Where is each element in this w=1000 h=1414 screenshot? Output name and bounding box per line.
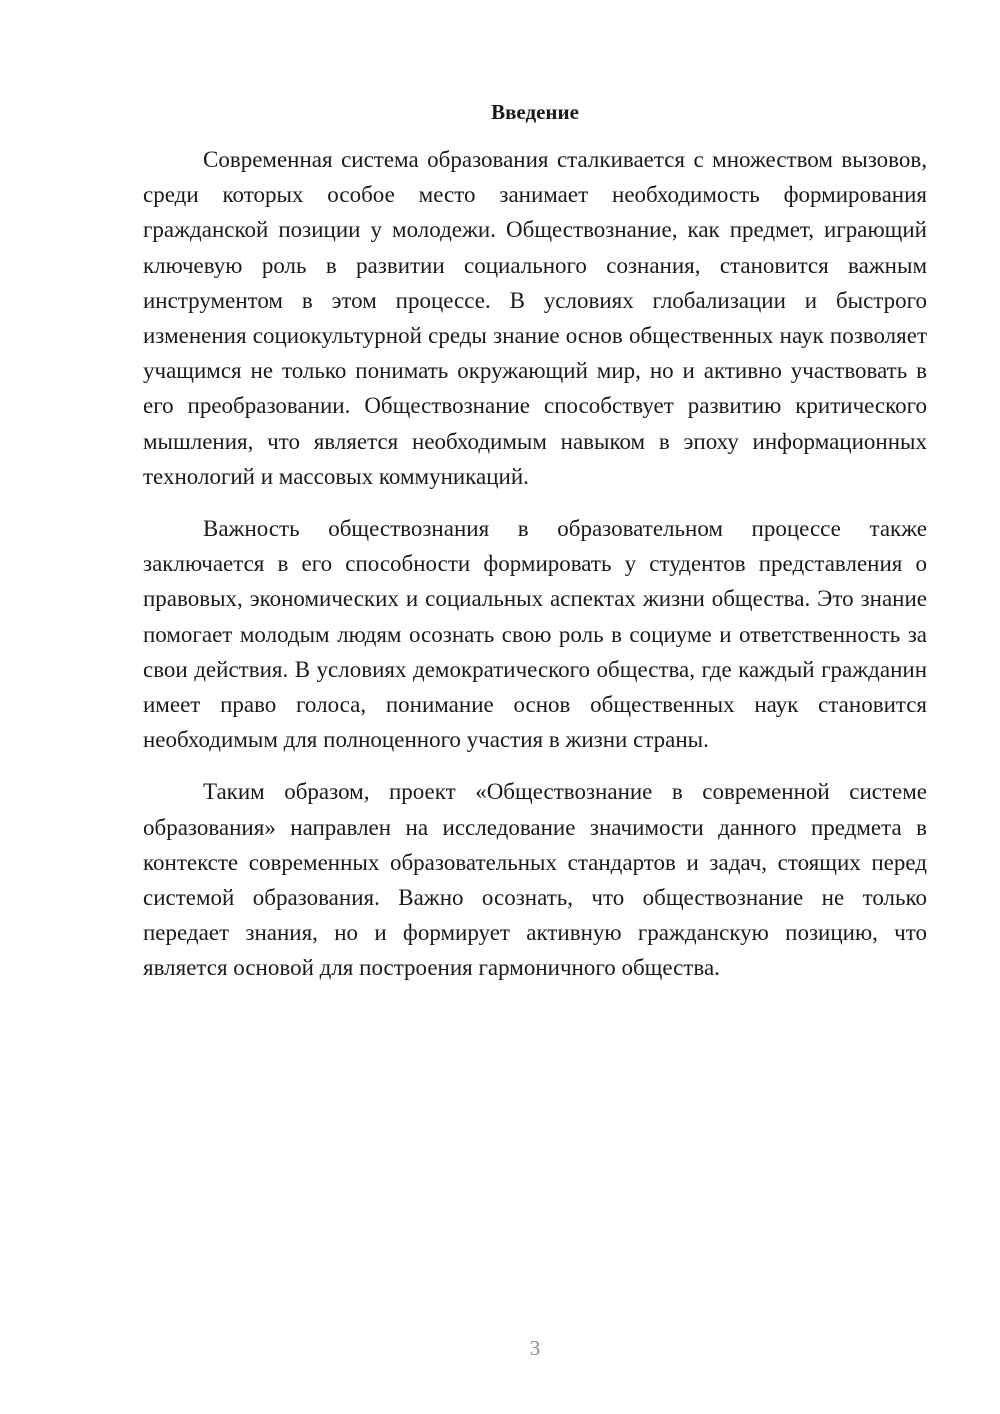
paragraph-3: Таким образом, проект «Обществознание в современной системе образования» направлен на исследование значимости данного предмета в контексте современных образовательных стандартов и задач, стоящих перед системой образования. Важно осознать, что обществознание не только передает знания, но и формирует активную гражданскую позицию, что является основой для построения гармоничного общества.	[143, 779, 927, 981]
body-text	[143, 142, 927, 1003]
page-number: 3	[529, 1336, 541, 1360]
paragraph-2: Важность обществознания в образовательном процессе также заключается в его способности формировать у студентов представления о правовых, экономических и социальных аспектах жизни общества. Это знание помогает молодым людям осознать свою роль в социуме и ответственность за свои действия. В условиях демократического общества, где каждый гражданин имеет право голоса, понимание основ общественных наук становится необходимым для полноценного участия в жизни страны.	[143, 516, 927, 753]
section-heading: Введение	[491, 100, 579, 124]
paragraph-1: Современная система образования сталкивается с множеством вызовов, среди которых особое место занимает необходимость формирования гражданской позиции у молодежи. Обществознание, как предмет, играющий ключевую роль в развитии социального сознания, становится важным инструментом в этом процессе. В условиях глобализации и быстрого изменения социокультурной среды знание основ общественных наук позволяет учащимся не только понимать окружающий мир, но и активно участвовать в его преобразовании. Обществознание способствует развитию критического мышления, что является необходимым навыком в эпоху информационных технологий и массовых коммуникаций.	[143, 147, 927, 489]
